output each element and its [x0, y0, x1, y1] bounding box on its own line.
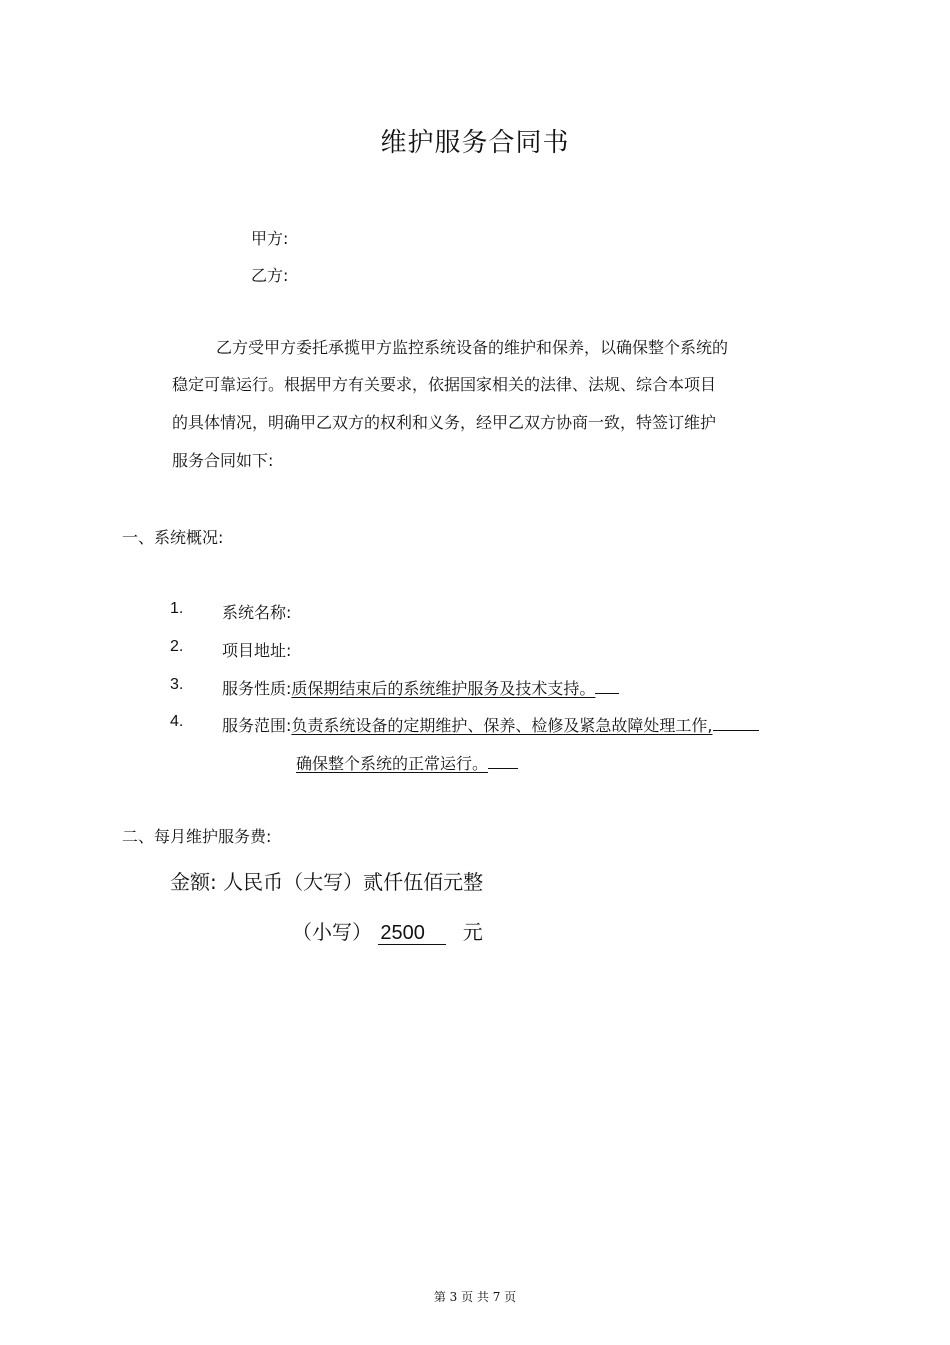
intro-line-1: 乙方受甲方委托承揽甲方监控系统设备的维护和保养，以确保整个系统的 [216, 338, 729, 357]
amount-number-row [292, 916, 483, 945]
item-4-value-2: 确保整个系统的正常运行。 [296, 754, 489, 773]
item-4-underline-2 [488, 752, 518, 769]
item-4-label: 服务范围: [222, 716, 292, 735]
document-title: 维护服务合同书 [380, 128, 570, 158]
item-4-underline [713, 714, 759, 731]
intro-line-4: 服务合同如下: [172, 451, 274, 470]
page-footer: 第 3 页 共 7 页 [433, 1290, 517, 1304]
section-1-heading: 一、系统概况: [122, 528, 224, 547]
intro-line-2: 稳定可靠运行。根据甲方有关要求，依据国家相关的法律、法规、综合本项目 [172, 375, 717, 394]
item-2-label: 项目地址: [222, 641, 292, 660]
amount-unit: 元 [462, 920, 483, 944]
amount-words-prefix: 人民币（大写） [223, 870, 364, 894]
party-a-label: 甲方: [251, 229, 289, 248]
item-2-number: 2. [170, 638, 184, 655]
item-1-number: 1. [170, 600, 184, 617]
amount-words: 贰仟伍佰元整 [363, 870, 484, 894]
amount-number: 2500 [378, 922, 446, 945]
item-4-value: 负责系统设备的定期维护、保养、检修及紧急故障处理工作, [291, 716, 713, 735]
item-3-number: 3. [170, 676, 184, 693]
item-4-number: 4. [170, 713, 184, 730]
section-2-heading: 二、每月维护服务费: [122, 827, 272, 846]
item-3-underline [595, 677, 619, 694]
amount-small-label: （小写） [292, 920, 372, 944]
amount-words-row [170, 866, 483, 895]
intro-line-3: 的具体情况，明确甲乙双方的权利和义务，经甲乙双方协商一致，特签订维护 [172, 413, 717, 432]
item-4-row [222, 713, 759, 736]
item-3-value: 质保期结束后的系统维护服务及技术支持。 [291, 679, 596, 698]
amount-label: 金额: [170, 870, 217, 894]
party-b-label: 乙方: [251, 266, 289, 285]
item-4-row-2 [296, 751, 518, 774]
item-1-label: 系统名称: [222, 603, 292, 622]
item-3-label: 服务性质: [222, 679, 292, 698]
item-3-row [222, 676, 619, 699]
